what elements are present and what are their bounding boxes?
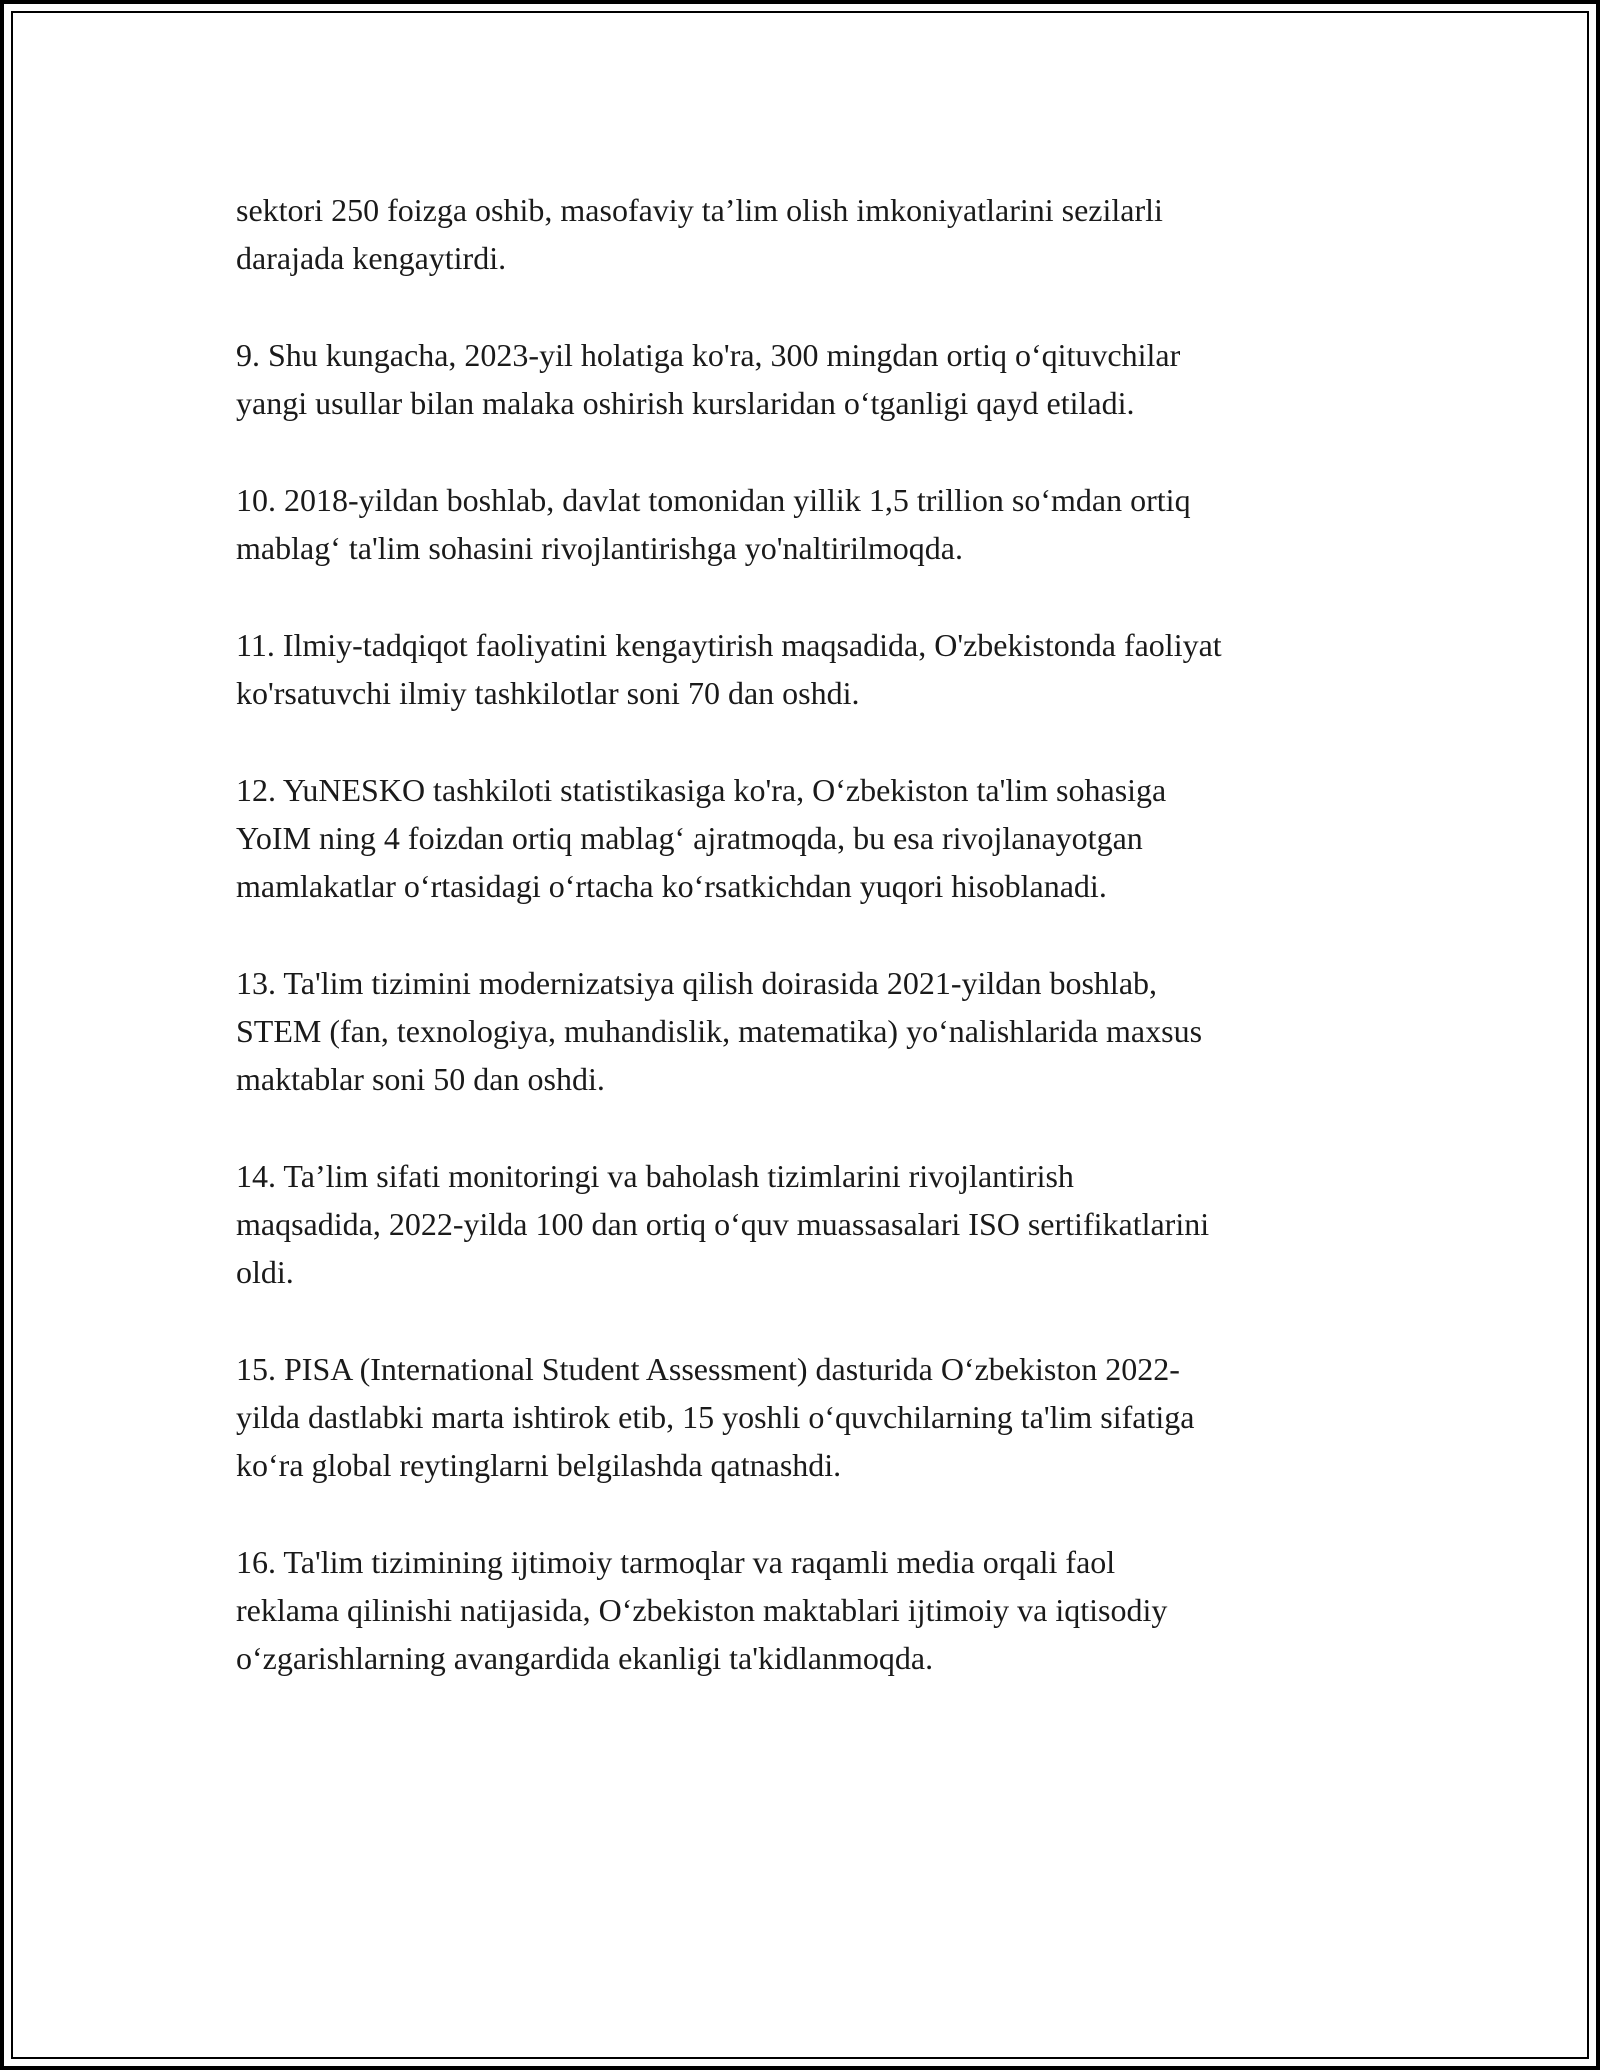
text-line: 16. Ta'lim tizimining ijtimoiy tarmoqlar va raqamli media orqali faol <box>236 1544 1116 1580</box>
paragraph-item-12 <box>236 766 1386 910</box>
text-line: maktablar soni 50 dan oshdi. <box>236 1061 605 1097</box>
document-body <box>236 186 1386 1731</box>
text-line: 9. Shu kungacha, 2023-yil holatiga ko'ra, 300 mingdan ortiq o‘qituvchilar <box>236 337 1181 373</box>
paragraph-continuation <box>236 186 1386 282</box>
paragraph-item-14 <box>236 1152 1386 1296</box>
text-line: yilda dastlabki marta ishtirok etib, 15 yoshli o‘quvchilarning ta'lim sifatiga <box>236 1399 1195 1435</box>
text-line: STEM (fan, texnologiya, muhandislik, matematika) yo‘nalishlarida maxsus <box>236 1013 1203 1049</box>
text-line: YoIM ning 4 foizdan ortiq mablag‘ ajratmoqda, bu esa rivojlanayotgan <box>236 820 1143 856</box>
text-line: mamlakatlar o‘rtasidagi o‘rtacha ko‘rsatkichdan yuqori hisoblanadi. <box>236 868 1107 904</box>
paragraph-item-10 <box>236 476 1386 572</box>
text-line: mablag‘ ta'lim sohasini rivojlantirishga yo'naltirilmoqda. <box>236 530 963 566</box>
text-line: ko‘ra global reytinglarni belgilashda qatnashdi. <box>236 1447 842 1483</box>
text-line: yangi usullar bilan malaka oshirish kurslaridan o‘tganligi qayd etiladi. <box>236 385 1135 421</box>
text-line: sektori 250 foizga oshib, masofaviy ta’lim olish imkoniyatlarini sezilarli <box>236 192 1163 228</box>
text-line: 11. Ilmiy-tadqiqot faoliyatini kengaytirish maqsadida, O'zbekistonda faoliyat <box>236 627 1222 663</box>
text-line: 14. Ta’lim sifati monitoringi va baholash tizimlarini rivojlantirish <box>236 1158 1074 1194</box>
text-line: ko'rsatuvchi ilmiy tashkilotlar soni 70 dan oshdi. <box>236 675 860 711</box>
text-line: maqsadida, 2022-yilda 100 dan ortiq o‘quv muassasalari ISO sertifikatlarini <box>236 1206 1210 1242</box>
text-line: 12. YuNESKO tashkiloti statistikasiga ko'ra, O‘zbekiston ta'lim sohasiga <box>236 772 1167 808</box>
paragraph-item-13 <box>236 959 1386 1103</box>
text-line: o‘zgarishlarning avangardida ekanligi ta'kidlanmoqda. <box>236 1640 934 1676</box>
text-line: darajada kengaytirdi. <box>236 240 507 276</box>
text-line: 10. 2018-yildan boshlab, davlat tomonidan yillik 1,5 trillion so‘mdan ortiq <box>236 482 1191 518</box>
text-line: 13. Ta'lim tizimini modernizatsiya qilish doirasida 2021-yildan boshlab, <box>236 965 1158 1001</box>
text-line: reklama qilinishi natijasida, O‘zbekiston maktablari ijtimoiy va iqtisodiy <box>236 1592 1168 1628</box>
paragraph-item-16 <box>236 1538 1386 1682</box>
paragraph-item-9 <box>236 331 1386 427</box>
paragraph-item-11 <box>236 621 1386 717</box>
text-line: 15. PISA (International Student Assessment) dasturida O‘zbekiston 2022- <box>236 1351 1180 1387</box>
text-line: oldi. <box>236 1254 294 1290</box>
paragraph-item-15 <box>236 1345 1386 1489</box>
